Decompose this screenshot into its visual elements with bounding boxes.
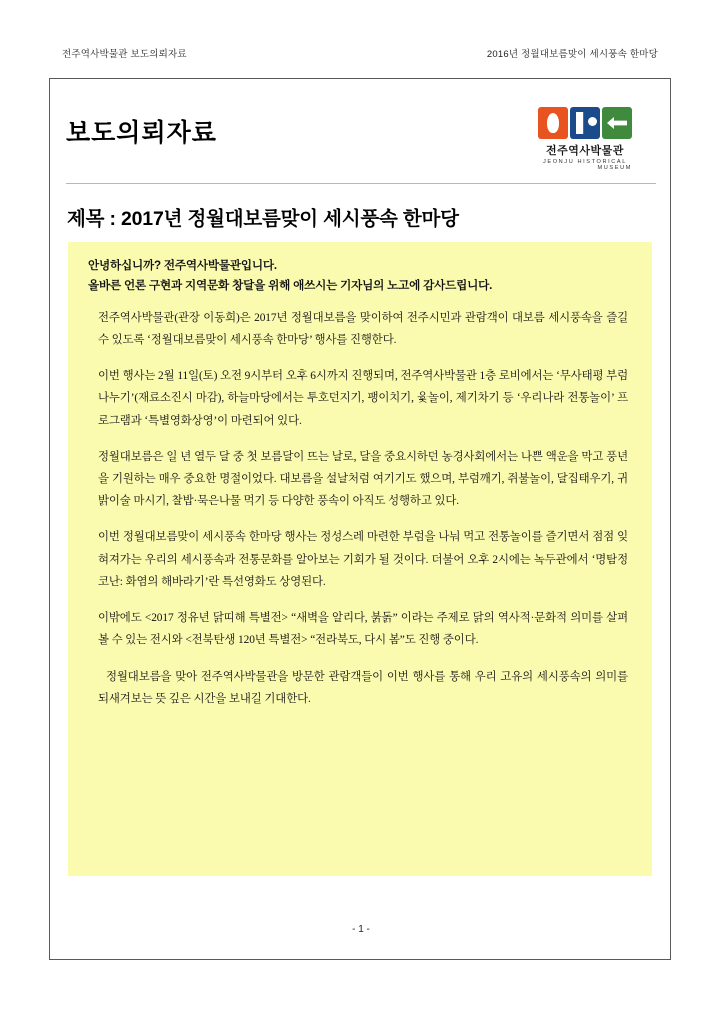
logo-sub-line1: JEONJU HISTORICAL: [543, 159, 627, 165]
title-block: [66, 99, 656, 175]
logo-flame-icon: [538, 107, 568, 139]
document-kicker: 보도의뢰자료: [66, 119, 217, 147]
greeting-line-1: 안녕하십니까? 전주역사박물관입니다.: [88, 259, 277, 272]
greeting-block: [88, 256, 630, 297]
document-frame: [49, 78, 671, 960]
body-paragraph: 이번 행사는 2월 11일(토) 오전 9시부터 오후 6시까지 진행되며, 전주역사박물관 1층 로비에서는 ‘무사태평 부럼나누기’(재료소진시 마감), 하늘마당에서는 투호던지기, 팽이치기, 윷놀이, 제기차기 등 ‘우리나라 전통놀이’ 프로그램과 ‘특별영화상영’이 마련되어 있다.: [98, 370, 628, 427]
body-paragraph: 전주역사박물관(관장 이동희)은 2017년 정월대보름을 맞이하여 전주시민과 관람객이 대보름 세시풍속을 즐길 수 있도록 ‘정월대보름맞이 세시풍속 한마당’ 행사를 진행한다.: [98, 311, 628, 346]
body-paragraph: 정월대보름을 맞아 전주역사박물관을 방문한 관람객들이 이번 행사를 통해 우리 고유의 세시풍속의 의미를 되새겨보는 뜻 깊은 시간을 보내길 기대한다.: [98, 670, 628, 705]
body-panel: [68, 242, 652, 876]
body-paragraph: 이밖에도 <2017 정유년 닭띠해 특별전> “새벽을 알리다, 붉돍” 이라는 주제로 닭의 역사적·문화적 의미를 살펴볼 수 있는 전시와 <전북탄생 120년 특별전> “전라북도, 다시 봄”도 진행 중이다.: [98, 612, 628, 647]
body-paragraph: 정월대보름은 일 년 열두 달 중 첫 보름달이 뜨는 날로, 달을 중요시하던 농경사회에서는 나쁜 액운을 막고 풍년을 기원하는 매우 중요한 명절이었다. 대보름을 설날처럼 여기기도 했으며, 부럼깨기, 쥐불놀이, 달집태우기, 귀밝이술 마시기, 찰밥·묵은나물 먹기 등 다양한 풍속이 아직도 성행하고 있다.: [98, 450, 628, 508]
logo-pillar-icon: [570, 107, 600, 139]
page-number: - 1 -: [352, 924, 370, 935]
header-divider: [66, 183, 656, 184]
document-subject: 제목 : 2017년 정월대보름맞이 세시풍속 한마당: [67, 208, 459, 230]
museum-logo: [520, 105, 650, 171]
logo-arrow-icon: [602, 107, 632, 139]
logo-marks: [520, 105, 650, 139]
logo-name: 전주역사박물관: [546, 145, 624, 157]
running-header: [62, 46, 658, 60]
body-paragraph: 이번 정월대보름맞이 세시풍속 한마당 행사는 정성스레 마련한 부럼을 나눠 먹고 전통놀이를 즐기면서 점점 잊혀져가는 우리의 세시풍속과 전통문화를 알아보는 기회가 될 것이다. 더불어 오후 2시에는 녹두관에서 ‘명탐정 코난: 화염의 해바라기’란 특선영화도 상영된다.: [98, 531, 628, 588]
running-header-right: 2016년 정월대보름맞이 세시풍속 한마당: [486, 49, 658, 60]
greeting-line-2: 올바른 언론 구현과 지역문화 창달을 위해 애쓰시는 기자님의 노고에 감사드립니다.: [88, 279, 493, 293]
running-header-left: 전주역사박물관 보도의뢰자료: [62, 49, 187, 60]
logo-sub-line2: MUSEUM: [597, 165, 632, 171]
